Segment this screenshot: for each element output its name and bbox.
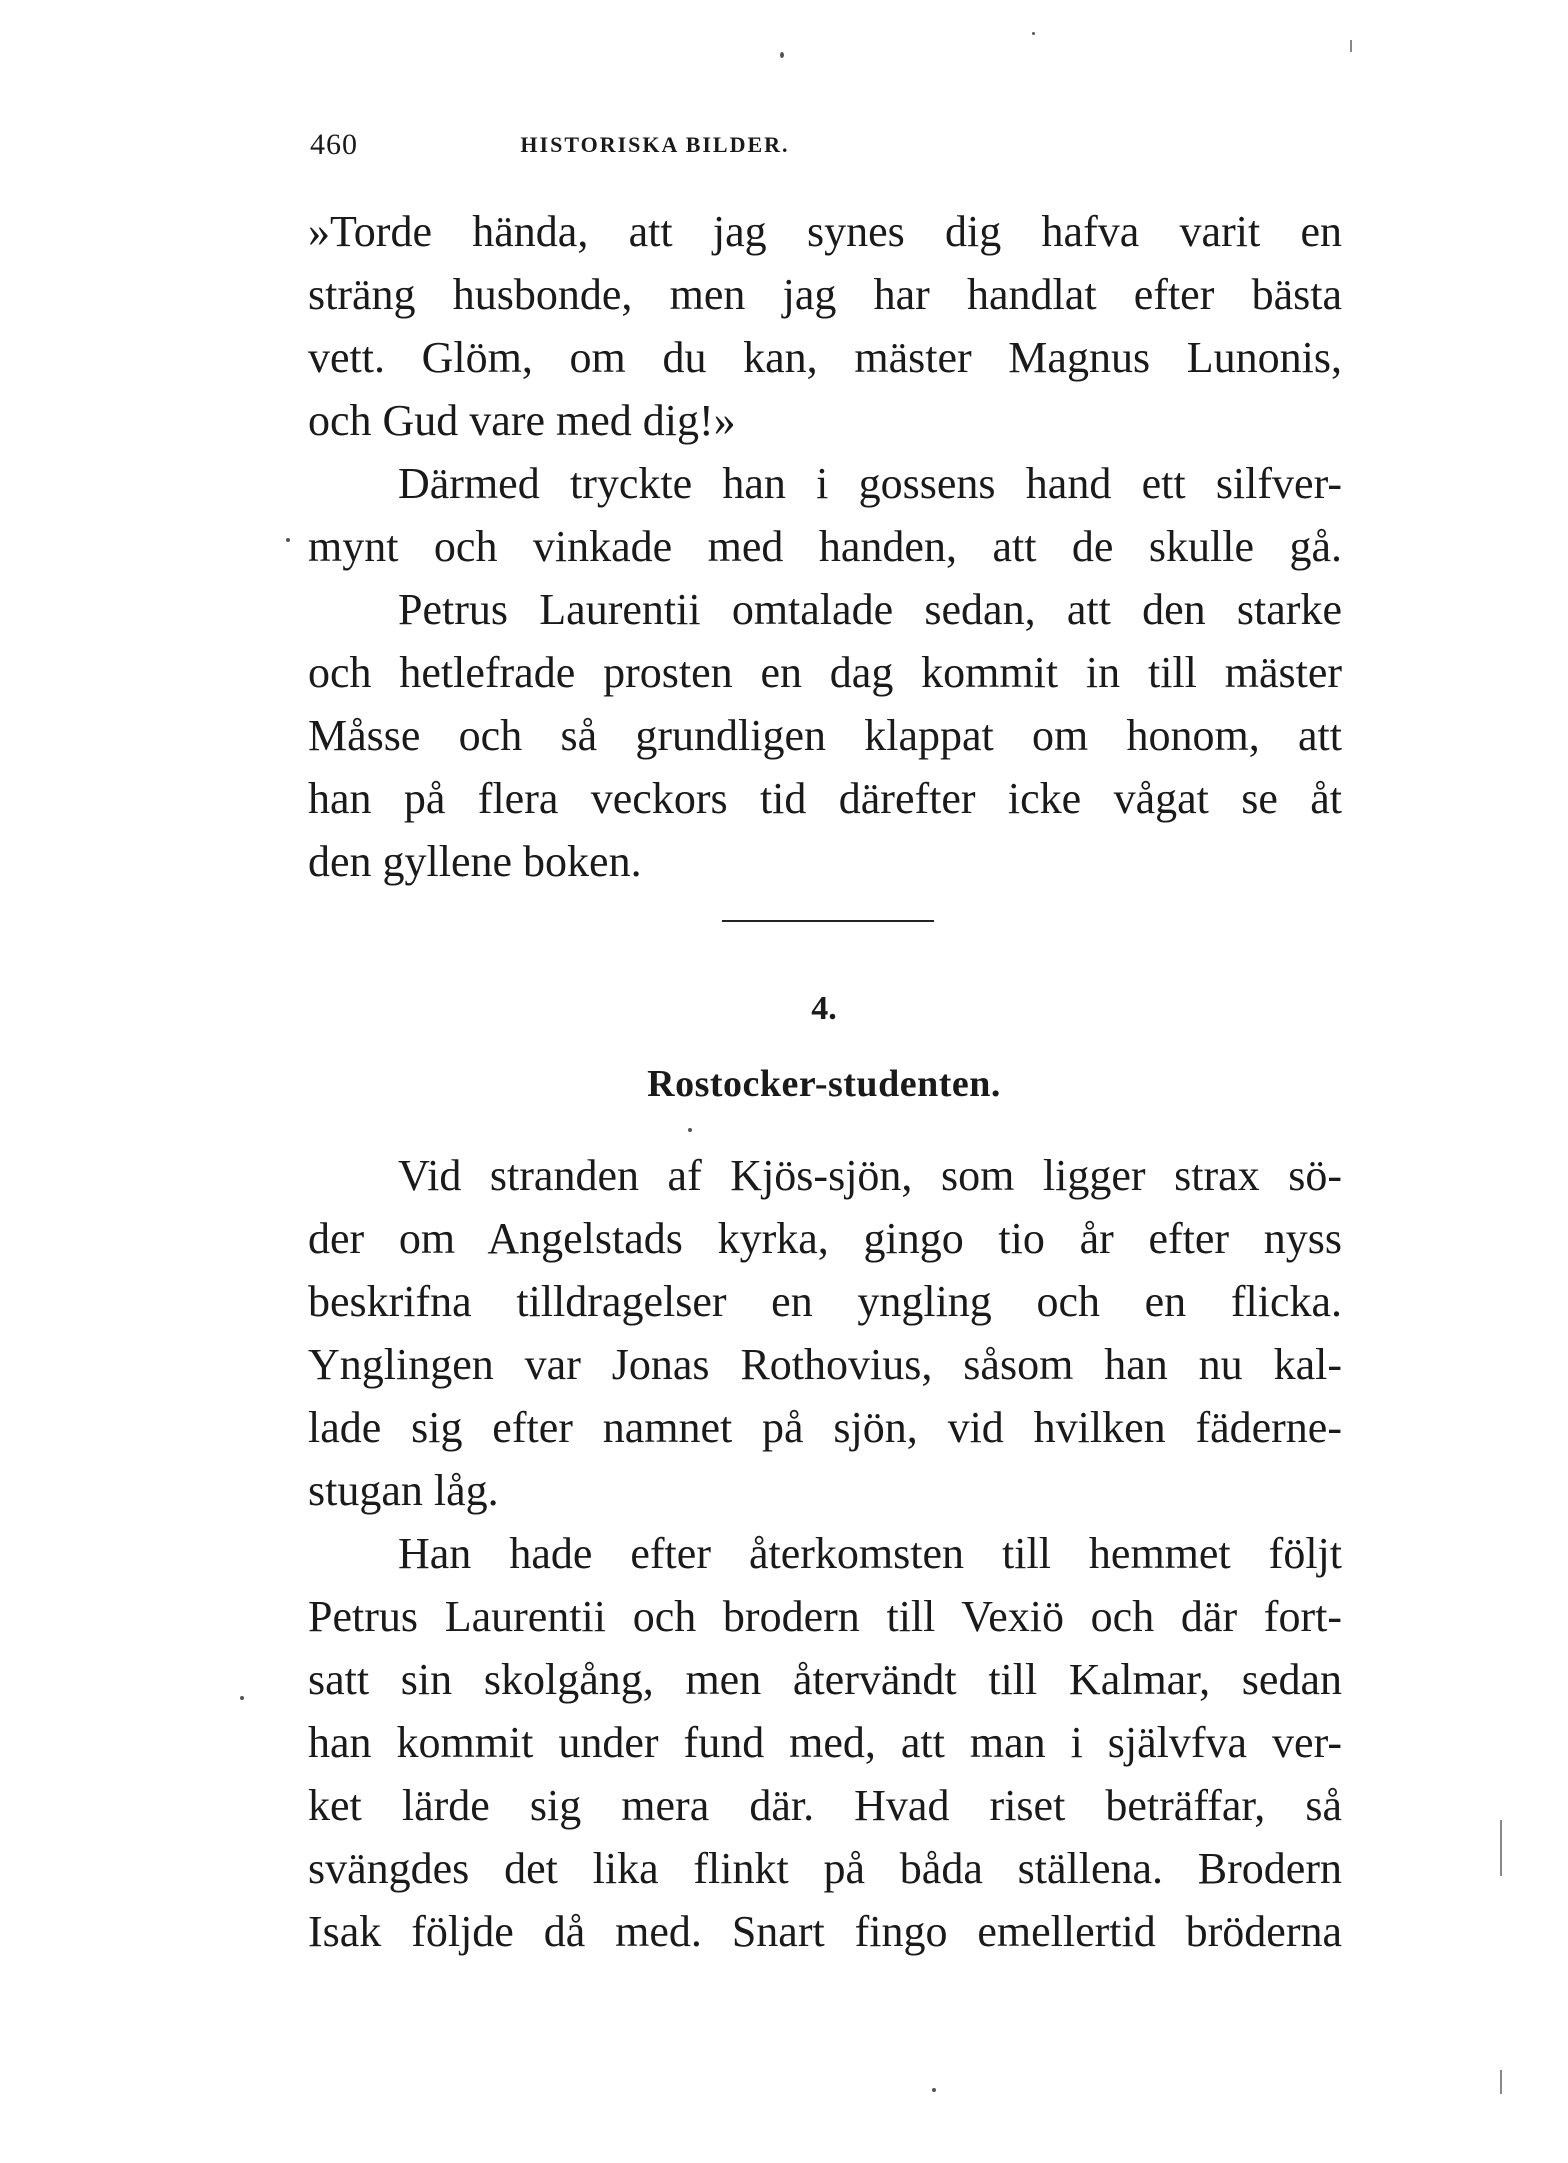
text-line: sträng husbonde, men jag har handlat efter bästa [308,270,1342,319]
text-line: satt sin skolgång, men återvändt till Kalmar, sedan [308,1655,1342,1704]
text-line: ket lärde sig mera där. Hvad riset beträffar, så [308,1781,1342,1830]
text-line: Isak följde då med. Snart fingo emellertid bröderna [308,1907,1342,1956]
scan-speck [688,1128,692,1132]
text-line: Vid stranden af Kjös-sjön, som ligger strax sö- [398,1151,1342,1200]
text-line: Han hade efter återkomsten till hemmet följt [398,1529,1342,1578]
running-head [310,128,1000,168]
scan-speck [780,52,784,58]
scan-speck [932,2088,936,2092]
text-line: beskrifna tilldragelser en yngling och en flicka. [308,1277,1342,1326]
text-line: »Torde hända, att jag synes dig hafva varit en [308,207,1342,256]
text-line: Petrus Laurentii omtalade sedan, att den starke [398,585,1342,634]
running-title: HISTORISKA BILDER. [520,132,790,157]
text-line: mynt och vinkade med handen, att de skulle gå. [308,522,1342,571]
margin-mark [1350,40,1352,52]
text-line: svängdes det lika flinkt på båda ställena. Brodern [308,1844,1342,1893]
text-line: Måsse och så grundligen klappat om honom, att [308,711,1342,760]
text-line: vett. Glöm, om du kan, mäster Magnus Lunonis, [308,333,1342,382]
scan-speck [240,1696,244,1700]
scan-speck [286,538,290,542]
section-title: Rostocker-studenten. [647,1063,1001,1105]
text-line: och hetlefrade prosten en dag kommit in till mäster [308,648,1342,697]
section-divider-rule [722,920,934,922]
page-number: 460 [310,128,358,161]
text-line: der om Angelstads kyrka, gingo tio år efter nyss [308,1214,1342,1263]
text-line: den gyllene boken. [308,837,642,886]
text-line: Petrus Laurentii och brodern till Vexiö och där fort- [308,1592,1342,1641]
scan-speck [1032,32,1035,35]
text-line: Ynglingen var Jonas Rothovius, såsom han nu kal- [308,1340,1342,1389]
text-line: Därmed tryckte han i gossens hand ett silfver- [398,459,1342,508]
text-line: och Gud vare med dig!» [308,396,736,445]
text-block-bottom [308,1144,1342,1963]
text-line: han kommit under fund med, att man i självfva ver- [308,1718,1342,1767]
margin-mark [1500,1820,1502,1876]
margin-mark [1500,2070,1502,2094]
text-line: stugan låg. [308,1466,499,1515]
text-block-top [308,200,1342,893]
text-line: han på flera veckors tid därefter icke vågat se åt [308,774,1342,823]
text-line: lade sig efter namnet på sjön, vid hvilken fäderne- [308,1403,1342,1452]
section-number: 4. [811,990,837,1027]
